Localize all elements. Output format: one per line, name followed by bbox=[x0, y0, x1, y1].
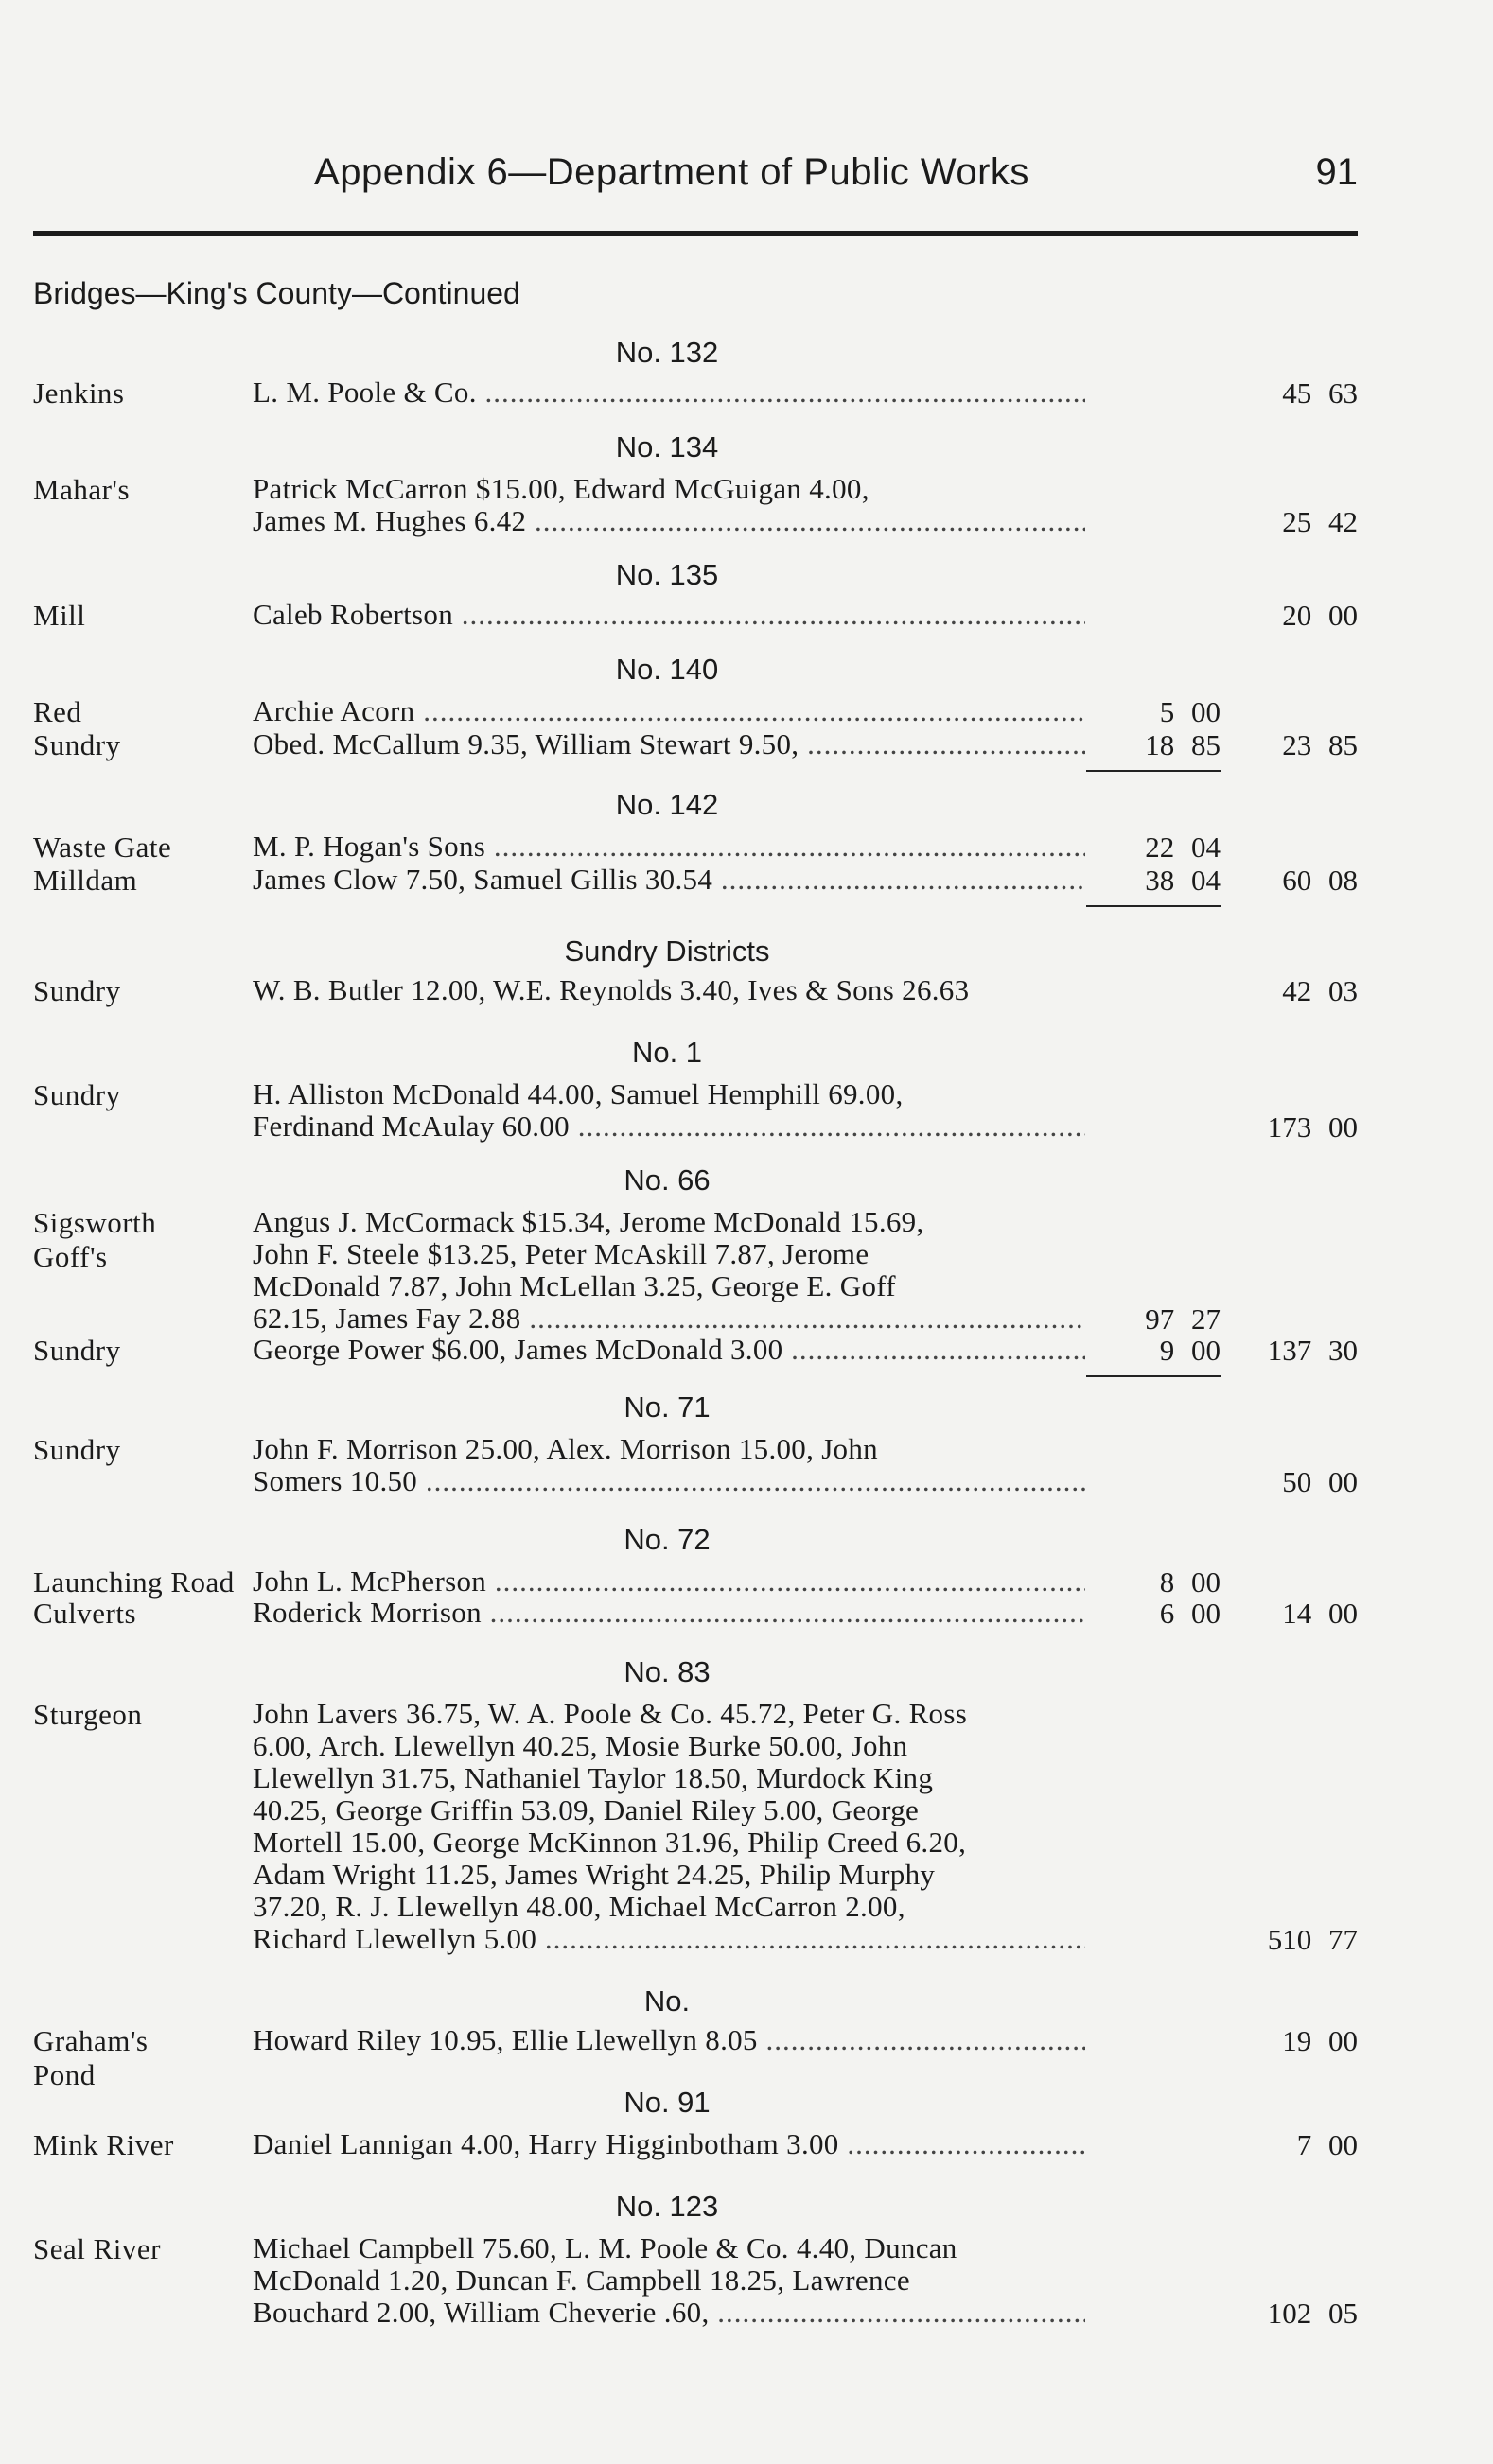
description-line: L. M. Poole & Co. ..... bbox=[253, 376, 1085, 409]
description-line: Archie Acorn ..... bbox=[253, 695, 1085, 727]
description-line: Bouchard 2.00, William Cheverie .60, ..... bbox=[253, 2297, 1085, 2329]
total-amount: 510 77 bbox=[1267, 1923, 1358, 1956]
place-name: Mahar's bbox=[33, 473, 131, 506]
block-heading: No. bbox=[643, 1984, 691, 2018]
total-amount: 19 00 bbox=[1282, 2024, 1358, 2057]
entry-description bbox=[253, 1206, 1085, 1335]
sub-amount: 97 27 bbox=[1145, 1302, 1221, 1336]
total-amount: 45 63 bbox=[1282, 376, 1358, 410]
entry-description bbox=[253, 728, 1085, 760]
description-line: McDonald 7.87, John McLellan 3.25, George E. Goff bbox=[253, 1270, 896, 1302]
block-heading: No. 1 bbox=[631, 1036, 703, 1069]
total-amount: 42 03 bbox=[1282, 974, 1358, 1007]
total-amount: 137 30 bbox=[1267, 1334, 1358, 1367]
place-name: Sundry bbox=[33, 728, 121, 761]
block-heading: No. 66 bbox=[624, 1163, 711, 1197]
page-number: 91 bbox=[1315, 151, 1358, 193]
place-name: Mink River bbox=[33, 2128, 174, 2161]
place-name: Red bbox=[33, 695, 82, 728]
place-name: Sundry bbox=[33, 1334, 121, 1367]
description-line: Obed. McCallum 9.35, William Stewart 9.50, ..... bbox=[253, 728, 1085, 760]
description-line: Angus J. McCormack $15.34, Jerome McDonald 15.69, bbox=[253, 1206, 924, 1238]
sub-amount: 38 04 bbox=[1145, 864, 1221, 897]
entry-description bbox=[253, 1433, 1085, 1497]
description-line: Daniel Lannigan 4.00, Harry Higginbotham 3.00 ..... bbox=[253, 2128, 1085, 2160]
place-name: Seal River bbox=[33, 2232, 161, 2265]
total-amount: 20 00 bbox=[1282, 599, 1358, 632]
description-line: M. P. Hogan's Sons ..... bbox=[253, 830, 1085, 863]
total-amount: 23 85 bbox=[1282, 728, 1358, 761]
description-line: Caleb Robertson ..... bbox=[253, 599, 1085, 631]
place-name: Jenkins bbox=[33, 376, 125, 410]
sub-amount: 6 00 bbox=[1159, 1597, 1221, 1630]
entry-description bbox=[253, 864, 1085, 896]
block-heading: No. 134 bbox=[615, 430, 719, 463]
sub-amount: 5 00 bbox=[1159, 695, 1221, 728]
total-amount: 7 00 bbox=[1296, 2128, 1358, 2161]
place-name: Graham's Pond bbox=[33, 2024, 149, 2091]
entry-description bbox=[253, 1334, 1085, 1366]
description-line: Ferdinand McAulay 60.00 ..... bbox=[253, 1110, 1085, 1143]
description-line: James Clow 7.50, Samuel Gillis 30.54 ..... bbox=[253, 864, 1085, 896]
total-amount: 25 42 bbox=[1282, 505, 1358, 538]
sub-amount: 22 04 bbox=[1145, 830, 1221, 864]
sum-rule bbox=[1086, 905, 1221, 907]
entry-description bbox=[253, 473, 1085, 537]
block-heading: No. 135 bbox=[615, 558, 719, 591]
description-line: James M. Hughes 6.42 ..... bbox=[253, 505, 1085, 537]
page-title: Appendix 6—Department of Public Works bbox=[314, 151, 1029, 193]
entry-description bbox=[253, 830, 1085, 863]
entry-description bbox=[253, 2128, 1085, 2160]
description-line: Roderick Morrison ..... bbox=[253, 1597, 1085, 1629]
description-line: Richard Llewellyn 5.00 ..... bbox=[253, 1923, 1085, 1955]
place-name: Sturgeon bbox=[33, 1698, 143, 1731]
block-heading: No. 140 bbox=[615, 653, 719, 686]
block-heading: No. 83 bbox=[624, 1655, 711, 1688]
description-line: Howard Riley 10.95, Ellie Llewellyn 8.05 ..... bbox=[253, 2024, 1085, 2056]
entry-description bbox=[253, 376, 1085, 409]
entry-description bbox=[253, 1698, 1085, 1955]
place-name: Waste Gate bbox=[33, 830, 172, 864]
description-line: W. B. Butler 12.00, W.E. Reynolds 3.40, Ives & Sons 26.63 bbox=[253, 974, 970, 1006]
place-name: Mill bbox=[33, 599, 86, 632]
entry-description bbox=[253, 974, 1085, 1006]
total-amount: 173 00 bbox=[1267, 1110, 1358, 1144]
sub-amount: 8 00 bbox=[1159, 1565, 1221, 1599]
entry-description bbox=[253, 1565, 1085, 1598]
sub-amount: 9 00 bbox=[1159, 1334, 1221, 1367]
block-heading: No. 142 bbox=[615, 788, 719, 821]
description-line: H. Alliston McDonald 44.00, Samuel Hemphill 69.00, bbox=[253, 1078, 904, 1110]
block-heading: No. 132 bbox=[615, 336, 719, 369]
description-line: Patrick McCarron $15.00, Edward McGuigan 4.00, bbox=[253, 473, 869, 505]
description-line: George Power $6.00, James McDonald 3.00 ..... bbox=[253, 1334, 1085, 1366]
block-heading: Sundry Districts bbox=[564, 935, 770, 968]
entry-description bbox=[253, 1597, 1085, 1629]
block-heading: No. 72 bbox=[624, 1523, 711, 1556]
entry-description bbox=[253, 2232, 1085, 2329]
sum-rule bbox=[1086, 1375, 1221, 1377]
block-heading: No. 71 bbox=[624, 1390, 711, 1424]
place-name: Sundry bbox=[33, 974, 121, 1007]
sub-amount: 18 85 bbox=[1145, 728, 1221, 761]
description-line: Michael Campbell 75.60, L. M. Poole & Co. 4.40, Duncan bbox=[253, 2232, 957, 2264]
description-line: Llewellyn 31.75, Nathaniel Taylor 18.50, Murdock King bbox=[253, 1762, 934, 1794]
description-line: 6.00, Arch. Llewellyn 40.25, Mosie Burke 50.00, John bbox=[253, 1730, 908, 1762]
description-line: John L. McPherson ..... bbox=[253, 1565, 1085, 1598]
description-line: 62.15, James Fay 2.88 ..... bbox=[253, 1302, 1085, 1335]
total-amount: 50 00 bbox=[1282, 1465, 1358, 1498]
total-amount: 60 08 bbox=[1282, 864, 1358, 897]
description-line: John F. Steele $13.25, Peter McAskill 7.87, Jerome bbox=[253, 1238, 869, 1270]
place-name: Milldam bbox=[33, 864, 138, 897]
description-line: 37.20, R. J. Llewellyn 48.00, Michael McCarron 2.00, bbox=[253, 1891, 905, 1923]
description-line: Adam Wright 11.25, James Wright 24.25, Philip Murphy bbox=[253, 1859, 936, 1891]
description-line: Somers 10.50 ..... bbox=[253, 1465, 1085, 1497]
place-name: Sundry bbox=[33, 1078, 121, 1111]
description-line: 40.25, George Griffin 53.09, Daniel Riley 5.00, George bbox=[253, 1794, 920, 1826]
entry-description bbox=[253, 599, 1085, 631]
place-name: Culverts bbox=[33, 1597, 137, 1630]
place-name: Sundry bbox=[33, 1433, 121, 1466]
description-line: McDonald 1.20, Duncan F. Campbell 18.25, Lawrence bbox=[253, 2264, 910, 2297]
description-line: John Lavers 36.75, W. A. Poole & Co. 45.72, Peter G. Ross bbox=[253, 1698, 968, 1730]
sum-rule bbox=[1086, 770, 1221, 772]
section-heading: Bridges—King's County—Continued bbox=[33, 276, 520, 310]
block-heading: No. 91 bbox=[624, 2086, 711, 2119]
entry-description bbox=[253, 695, 1085, 727]
entry-description bbox=[253, 1078, 1085, 1143]
block-heading: No. 123 bbox=[615, 2190, 719, 2223]
total-amount: 102 05 bbox=[1267, 2297, 1358, 2330]
description-line: Mortell 15.00, George McKinnon 31.96, Philip Creed 6.20, bbox=[253, 1826, 967, 1859]
entry-description bbox=[253, 2024, 1085, 2056]
place-name: Launching Road bbox=[33, 1565, 235, 1599]
description-line: John F. Morrison 25.00, Alex. Morrison 15.00, John bbox=[253, 1433, 878, 1465]
total-amount: 14 00 bbox=[1282, 1597, 1358, 1630]
place-name: Sigsworth Goff's bbox=[33, 1206, 157, 1273]
